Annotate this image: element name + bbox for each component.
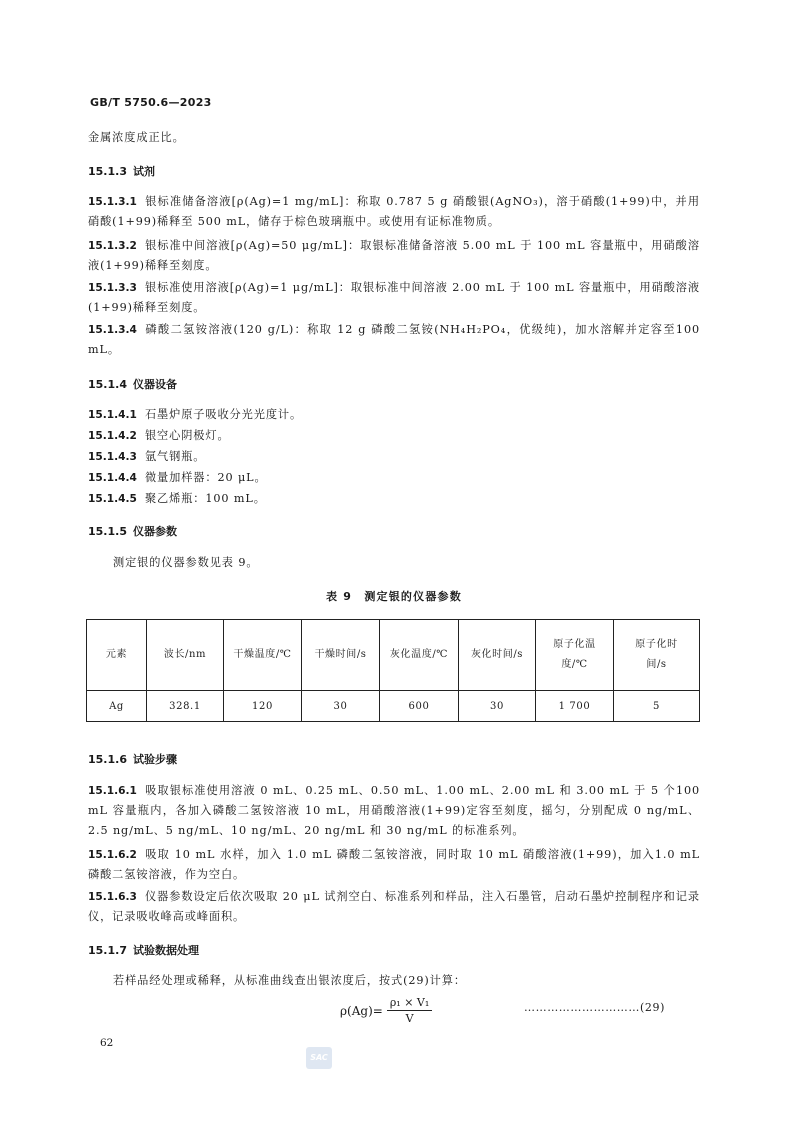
- list-item: [88, 447, 700, 467]
- item-number: 15.1.3.2: [88, 240, 137, 252]
- section-heading-15-1-4: [88, 376, 177, 392]
- section-body: 测定银的仪器参数见表 9。: [113, 556, 259, 569]
- list-item: [88, 781, 700, 841]
- item-text: 仪器参数设定后依次吸取 20 μL 试剂空白、标准系列和样品，注入石墨管，启动石墨炉控制程序和记录仪，记录吸收峰高或峰面积。: [88, 890, 700, 923]
- section-title: 试剂: [133, 165, 155, 178]
- item-text: 银空心阴极灯。: [144, 429, 230, 442]
- formula-denominator: V: [405, 1012, 414, 1025]
- item-number: 15.1.4.2: [88, 430, 137, 442]
- item-number: 15.1.3.1: [88, 196, 137, 208]
- equation-number: …………………………(29): [524, 1001, 665, 1014]
- formula-29: [340, 996, 432, 1025]
- item-number: 15.1.6.2: [88, 849, 137, 861]
- table-header-cell: 波长/nm: [147, 620, 224, 691]
- list-item: [88, 887, 700, 927]
- item-number: 15.1.3.4: [88, 324, 137, 336]
- section-number: 15.1.5: [88, 525, 127, 538]
- section-heading-15-1-5: [88, 523, 177, 539]
- table-header-cell: 灰化温度/℃: [380, 620, 459, 691]
- table-cell: 120: [224, 691, 302, 722]
- section-heading-15-1-3: [88, 163, 155, 179]
- table-cell: 30: [459, 691, 536, 722]
- item-number: 15.1.3.3: [88, 282, 137, 294]
- item-text: 银标准储备溶液[ρ(Ag)=1 mg/mL]：称取 0.787 5 g 硝酸银(AgNO₃)，溶于硝酸(1+99)中，并用硝酸(1+99)稀释至 500 mL，储存于棕色玻璃瓶中。或使用有证标准物质。: [88, 195, 700, 228]
- item-number: 15.1.4.1: [88, 409, 137, 421]
- table-header-cell: 原子化温度/℃: [536, 620, 614, 691]
- item-text: 银标准中间溶液[ρ(Ag)=50 μg/mL]：取银标准储备溶液 5.00 mL 于 100 mL 容量瓶中，用硝酸溶液(1+99)稀释至刻度。: [88, 239, 700, 272]
- section-body: 若样品经处理或稀释，从标准曲线查出银浓度后，按式(29)计算：: [113, 974, 466, 987]
- item-text: 微量加样器：20 μL。: [144, 471, 267, 484]
- section-title: 试验数据处理: [133, 944, 199, 957]
- intro-text: 金属浓度成正比。: [88, 131, 185, 144]
- list-item: [88, 405, 700, 425]
- page-number: 62: [100, 1037, 114, 1049]
- list-item: [88, 489, 700, 509]
- table-cell: 600: [380, 691, 459, 722]
- item-text: 吸取 10 mL 水样，加入 1.0 mL 磷酸二氢铵溶液，同时取 10 mL 硝酸溶液(1+99)，加入1.0 mL 磷酸二氢铵溶液，作为空白。: [88, 848, 700, 881]
- list-item: [88, 236, 700, 276]
- item-text: 磷酸二氢铵溶液(120 g/L)：称取 12 g 磷酸二氢铵(NH₄H₂PO₄，优级纯)，加水溶解并定容至100 mL。: [88, 323, 700, 356]
- section-heading-15-1-6: [88, 751, 177, 767]
- section-title: 仪器参数: [133, 525, 177, 538]
- section-title: 仪器设备: [133, 378, 177, 391]
- table-cell: 5: [614, 691, 700, 722]
- table-header-row: [87, 620, 700, 691]
- item-text: 石墨炉原子吸收分光光度计。: [144, 408, 303, 421]
- table-cell: 328.1: [147, 691, 224, 722]
- table-row: [87, 691, 700, 722]
- section-title: 试验步骤: [133, 753, 177, 766]
- instrument-parameter-table: [86, 619, 700, 722]
- item-number: 15.1.6.1: [88, 785, 137, 797]
- section-heading-15-1-7: [88, 942, 199, 958]
- table-cell: Ag: [87, 691, 147, 722]
- item-text: 银标准使用溶液[ρ(Ag)=1 μg/mL]：取银标准中间溶液 2.00 mL 于 100 mL 容量瓶中，用硝酸溶液(1+99)稀释至刻度。: [88, 281, 700, 314]
- list-item: [88, 468, 700, 488]
- list-item: [88, 192, 700, 232]
- standard-number: GB/T 5750.6—2023: [90, 96, 212, 109]
- table-header-cell: 原子化时间/s: [614, 620, 700, 691]
- formula-lhs: ρ(Ag)=: [340, 1003, 383, 1018]
- formula-numerator: ρ₁ × V₁: [387, 996, 432, 1011]
- item-number: 15.1.4.5: [88, 493, 137, 505]
- table-caption: 表 9 测定银的仪器参数: [326, 590, 462, 603]
- section-number: 15.1.4: [88, 378, 127, 391]
- formula-fraction: [387, 996, 432, 1025]
- table-header-cell: 灰化时间/s: [459, 620, 536, 691]
- table-cell: 30: [302, 691, 380, 722]
- item-text: 氩气钢瓶。: [144, 450, 206, 463]
- table-cell: 1 700: [536, 691, 614, 722]
- sac-watermark-logo: SAC: [306, 1047, 332, 1069]
- item-number: 15.1.6.3: [88, 891, 137, 903]
- item-text: 聚乙烯瓶：100 mL。: [144, 492, 266, 505]
- section-number: 15.1.3: [88, 165, 127, 178]
- item-number: 15.1.4.3: [88, 451, 137, 463]
- table-header-cell: 元素: [87, 620, 147, 691]
- item-text: 吸取银标准使用溶液 0 mL、0.25 mL、0.50 mL、1.00 mL、2.00 mL 和 3.00 mL 于 5 个100 mL 容量瓶内，各加入磷酸二氢铵溶液 10 mL，用硝酸溶液(1+99)定容至刻度，摇匀，分别配成 0 ng/mL、2.5 ng/mL、5 ng/mL、10 ng/mL、20 ng/mL 和 30 ng/mL 的标准系列。: [88, 784, 700, 837]
- list-item: [88, 278, 700, 318]
- item-number: 15.1.4.4: [88, 472, 137, 484]
- table-header-cell: 干燥时间/s: [302, 620, 380, 691]
- list-item: [88, 845, 700, 885]
- list-item: [88, 426, 700, 446]
- section-number: 15.1.6: [88, 753, 127, 766]
- table-header-cell: 干燥温度/℃: [224, 620, 302, 691]
- section-number: 15.1.7: [88, 944, 127, 957]
- list-item: [88, 320, 700, 360]
